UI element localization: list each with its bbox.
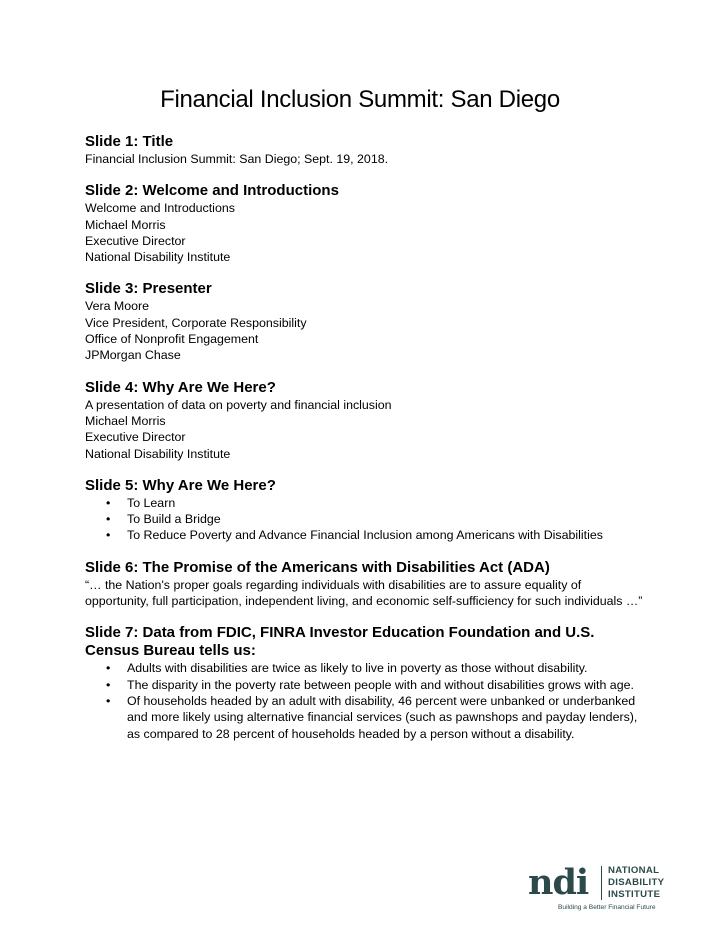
slide-text: Michael Morris bbox=[85, 413, 166, 428]
slide-text: Michael Morris bbox=[85, 217, 166, 232]
list-item bbox=[85, 660, 645, 676]
logo-tagline: Building a Better Financial Future bbox=[558, 904, 656, 911]
slide-6-section bbox=[85, 559, 645, 610]
slide-heading: Slide 4: Why Are We Here? bbox=[85, 378, 276, 396]
bullet-list bbox=[85, 660, 645, 741]
slide-text: Office of Nonprofit Engagement bbox=[85, 332, 259, 347]
ada-quote: “… the Nation's proper goals regarding individuals with disabilities are to assure equality of opportunity, full participation, independent living, and economic self-sufficiency for such individuals …” bbox=[85, 577, 643, 609]
list-item-text: To Build a Bridge bbox=[127, 512, 221, 527]
bullet-icon: • bbox=[106, 677, 111, 692]
slide-heading: Slide 3: Presenter bbox=[85, 280, 212, 298]
list-item bbox=[85, 527, 645, 543]
slide-heading: Slide 1: Title bbox=[85, 133, 174, 150]
ndi-logo bbox=[528, 862, 668, 914]
slide-text: Executive Director bbox=[85, 233, 186, 248]
slide-heading: Slide 5: Why Are We Here? bbox=[85, 476, 276, 494]
list-item-text: Of households headed by an adult with disability, 46 percent were unbanked or underbanked and more likely using alternative financial services (such as pawnshops and payday lenders), as compared to 28 percent of households headed by a person without a disability. bbox=[127, 693, 638, 741]
slide-text: A presentation of data on poverty and financial inclusion bbox=[85, 397, 392, 412]
slide-heading: Slide 6: The Promise of the Americans with Disabilities Act (ADA) bbox=[85, 558, 550, 576]
slide-5-section bbox=[85, 477, 645, 544]
logo-org-name bbox=[608, 865, 664, 901]
list-item-text: To Reduce Poverty and Advance Financial Inclusion among Americans with Disabilities bbox=[127, 528, 603, 543]
slide-text: Welcome and Introductions bbox=[85, 201, 235, 216]
slide-heading: Slide 2: Welcome and Introductions bbox=[85, 182, 339, 200]
logo-org-line: INSTITUTE bbox=[608, 889, 661, 900]
page-title: Financial Inclusion Summit: San Diego bbox=[160, 86, 560, 113]
list-item-text: The disparity in the poverty rate between people with and without disabilities grows with age. bbox=[127, 677, 634, 692]
logo-org-line: NATIONAL bbox=[608, 865, 660, 876]
slide-text: National Disability Institute bbox=[85, 250, 231, 265]
bullet-icon: • bbox=[106, 512, 111, 527]
list-item-text: To Learn bbox=[127, 495, 176, 510]
list-item bbox=[85, 495, 645, 511]
slide-4-section bbox=[85, 379, 645, 462]
slide-7-section bbox=[85, 624, 645, 741]
slide-text: Financial Inclusion Summit: San Diego; Sept. 19, 2018. bbox=[85, 152, 389, 166]
bullet-icon: • bbox=[106, 661, 111, 676]
slide-text: National Disability Institute bbox=[85, 446, 231, 461]
list-item bbox=[85, 693, 645, 742]
slide-text: Vera Moore bbox=[85, 299, 150, 314]
slide-text: Vice President, Corporate Responsibility bbox=[85, 315, 307, 330]
bullet-icon: • bbox=[106, 495, 111, 510]
slide-3-section bbox=[85, 280, 645, 363]
logo-mark: ndi bbox=[528, 862, 589, 903]
logo-divider bbox=[601, 866, 602, 900]
list-item-text: Adults with disabilities are twice as likely to live in poverty as those without disability. bbox=[127, 661, 588, 676]
bullet-icon: • bbox=[106, 528, 111, 543]
slide-2-section bbox=[85, 182, 645, 265]
document-body bbox=[85, 133, 645, 757]
slide-text: Executive Director bbox=[85, 430, 186, 445]
bullet-icon: • bbox=[106, 693, 111, 708]
slide-1-section bbox=[85, 133, 645, 167]
slide-heading: Slide 7: Data from FDIC, FINRA Investor Education Foundation and U.S. Census Bureau tells us: bbox=[85, 624, 595, 660]
list-item bbox=[85, 511, 645, 527]
slide-text: JPMorgan Chase bbox=[85, 348, 181, 363]
bullet-list bbox=[85, 495, 645, 544]
logo-org-line: DISABILITY bbox=[608, 877, 665, 888]
list-item bbox=[85, 677, 645, 693]
